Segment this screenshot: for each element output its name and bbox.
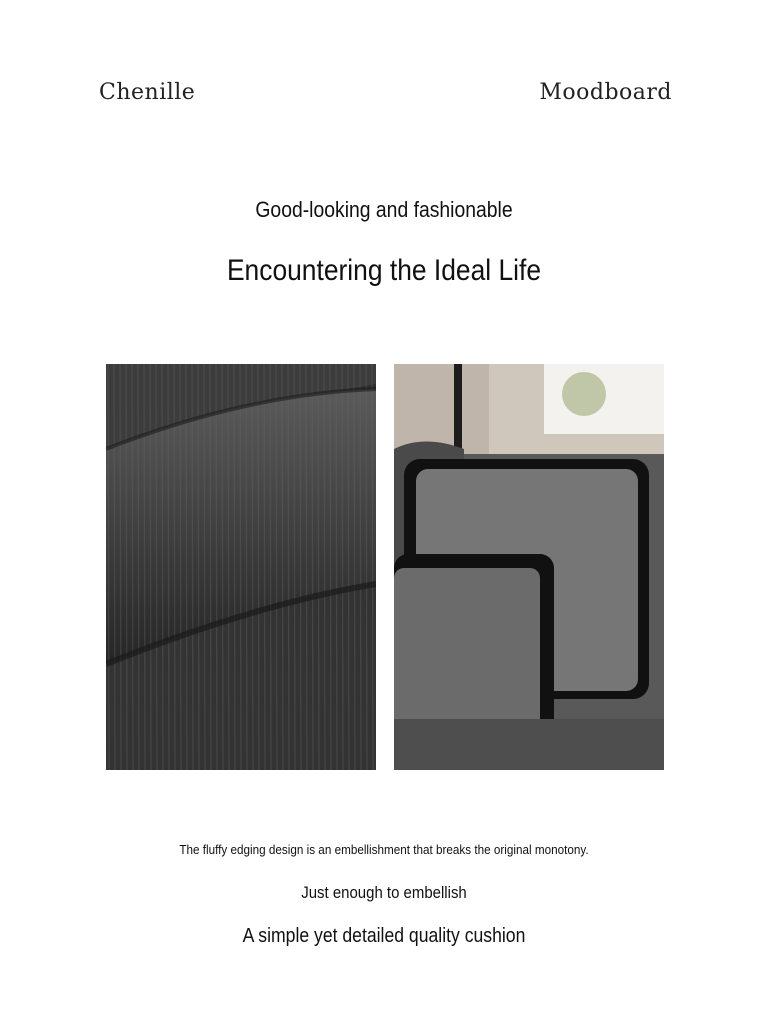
tagline-secondary-text: A simple yet detailed quality cushion xyxy=(242,925,526,947)
cushion-scene-image xyxy=(394,364,664,770)
page-subtitle: Good-looking and fashionable xyxy=(255,197,513,222)
brand-logo-right: Moodboard xyxy=(539,80,672,105)
fabric-closeup-image xyxy=(106,364,376,770)
brand-logo-left: Chenille xyxy=(99,80,196,105)
caption-text: The fluffy edging design is an embellishment that breaks the original monotony. xyxy=(179,842,589,857)
tagline-text: Just enough to embellish xyxy=(301,883,467,902)
page-title: Encountering the Ideal Life xyxy=(226,254,542,287)
